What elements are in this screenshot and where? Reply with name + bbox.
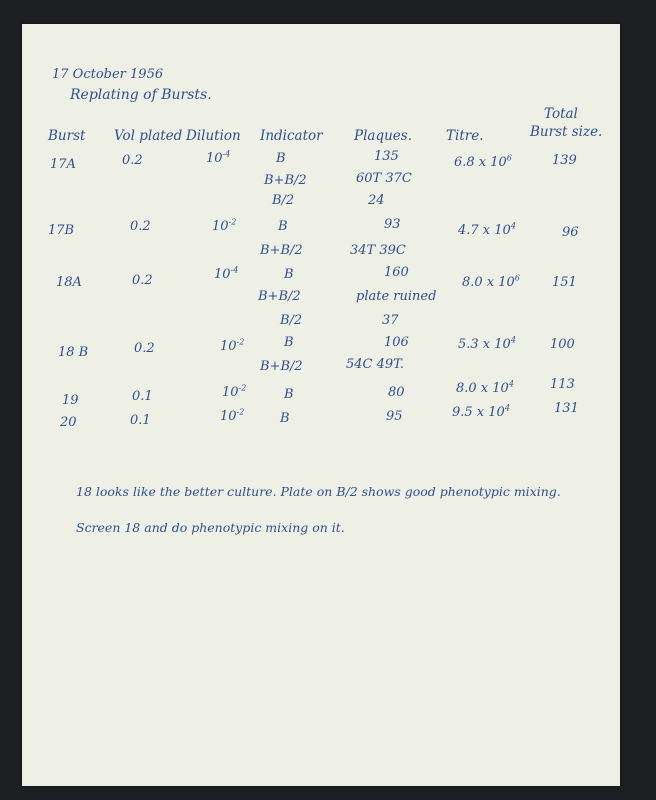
cell-titre: 8.0 x $10^4$ [456, 379, 514, 396]
cell-burst: 20 [60, 415, 77, 430]
cell-indicator: B+B/2 [258, 289, 301, 304]
cell-indicator: B [276, 151, 286, 166]
cell-vol: 0.2 [122, 153, 143, 168]
cell-total: 100 [550, 337, 575, 352]
cell-vol: 0.2 [134, 341, 155, 356]
cell-dilution: $10^{-2}$ [220, 337, 245, 354]
cell-dilution: $10^{-2}$ [220, 407, 245, 424]
date: 17 October 1956 [52, 67, 164, 82]
cell-titre: 9.5 x $10^4$ [452, 403, 510, 420]
cell-plaques: 135 [374, 149, 399, 164]
note-line: Screen 18 and do phenotypic mixing on it. [76, 520, 345, 535]
header-dilution: Dilution [186, 128, 241, 144]
notebook-page [22, 24, 620, 786]
cell-total: 139 [552, 153, 577, 168]
cell-dilution: $10^{-2}$ [222, 383, 247, 400]
cell-dilution: $10^{-4}$ [214, 265, 239, 282]
cell-plaques: plate ruined [356, 289, 437, 304]
cell-plaques: 34T 39C [350, 243, 406, 258]
cell-indicator: B+B/2 [264, 173, 307, 188]
cell-indicator: B+B/2 [260, 359, 303, 374]
cell-total: 96 [562, 225, 579, 240]
cell-plaques: 93 [384, 217, 401, 232]
cell-titre: 4.7 x $10^4$ [458, 221, 516, 238]
cell-vol: 0.2 [130, 219, 151, 234]
cell-burst: 19 [62, 393, 79, 408]
cell-indicator: B [278, 219, 288, 234]
header-plaques: Plaques. [354, 128, 412, 144]
cell-indicator: B/2 [280, 313, 303, 328]
cell-plaques: 54C 49T. [346, 357, 405, 372]
cell-burst: 17B [48, 223, 75, 238]
cell-dilution: $10^{-4}$ [206, 149, 231, 166]
cell-plaques: 160 [384, 265, 409, 280]
header-vol-plated: Vol plated [114, 128, 183, 144]
cell-plaques: 37 [382, 313, 399, 328]
cell-plaques: 80 [388, 385, 405, 400]
cell-total: 131 [554, 401, 579, 416]
cell-vol: 0.2 [132, 273, 153, 288]
cell-plaques: 24 [368, 193, 385, 208]
cell-burst: 18 B [58, 345, 89, 360]
cell-total: 151 [552, 275, 577, 290]
cell-indicator: B/2 [272, 193, 295, 208]
header-indicator: Indicator [260, 128, 323, 144]
cell-vol: 0.1 [132, 389, 153, 404]
cell-indicator: B+B/2 [260, 243, 303, 258]
cell-indicator: B [280, 411, 290, 426]
cell-vol: 0.1 [130, 413, 151, 428]
cell-plaques: 95 [386, 409, 403, 424]
cell-dilution: $10^{-2}$ [212, 217, 237, 234]
cell-indicator: B [284, 387, 294, 402]
cell-burst: 17A [50, 157, 76, 172]
header-titre: Titre. [446, 128, 484, 144]
cell-plaques: 60T 37C [356, 171, 412, 186]
header-burst-size: Burst size. [530, 124, 603, 140]
cell-plaques: 106 [384, 335, 409, 350]
note-line: 18 looks like the better culture. Plate on B/2 shows good phenotypic mixing. [76, 484, 561, 499]
cell-titre: 6.8 x $10^6$ [454, 153, 512, 170]
cell-total: 113 [550, 377, 575, 392]
cell-indicator: B [284, 267, 294, 282]
cell-burst: 18A [56, 275, 82, 290]
header-total: Total [544, 106, 578, 122]
page-title: Replating of Bursts. [70, 87, 212, 103]
cell-titre: 5.3 x $10^4$ [458, 335, 516, 352]
cell-titre: 8.0 x $10^6$ [462, 273, 520, 290]
header-burst: Burst [48, 128, 86, 144]
cell-indicator: B [284, 335, 294, 350]
